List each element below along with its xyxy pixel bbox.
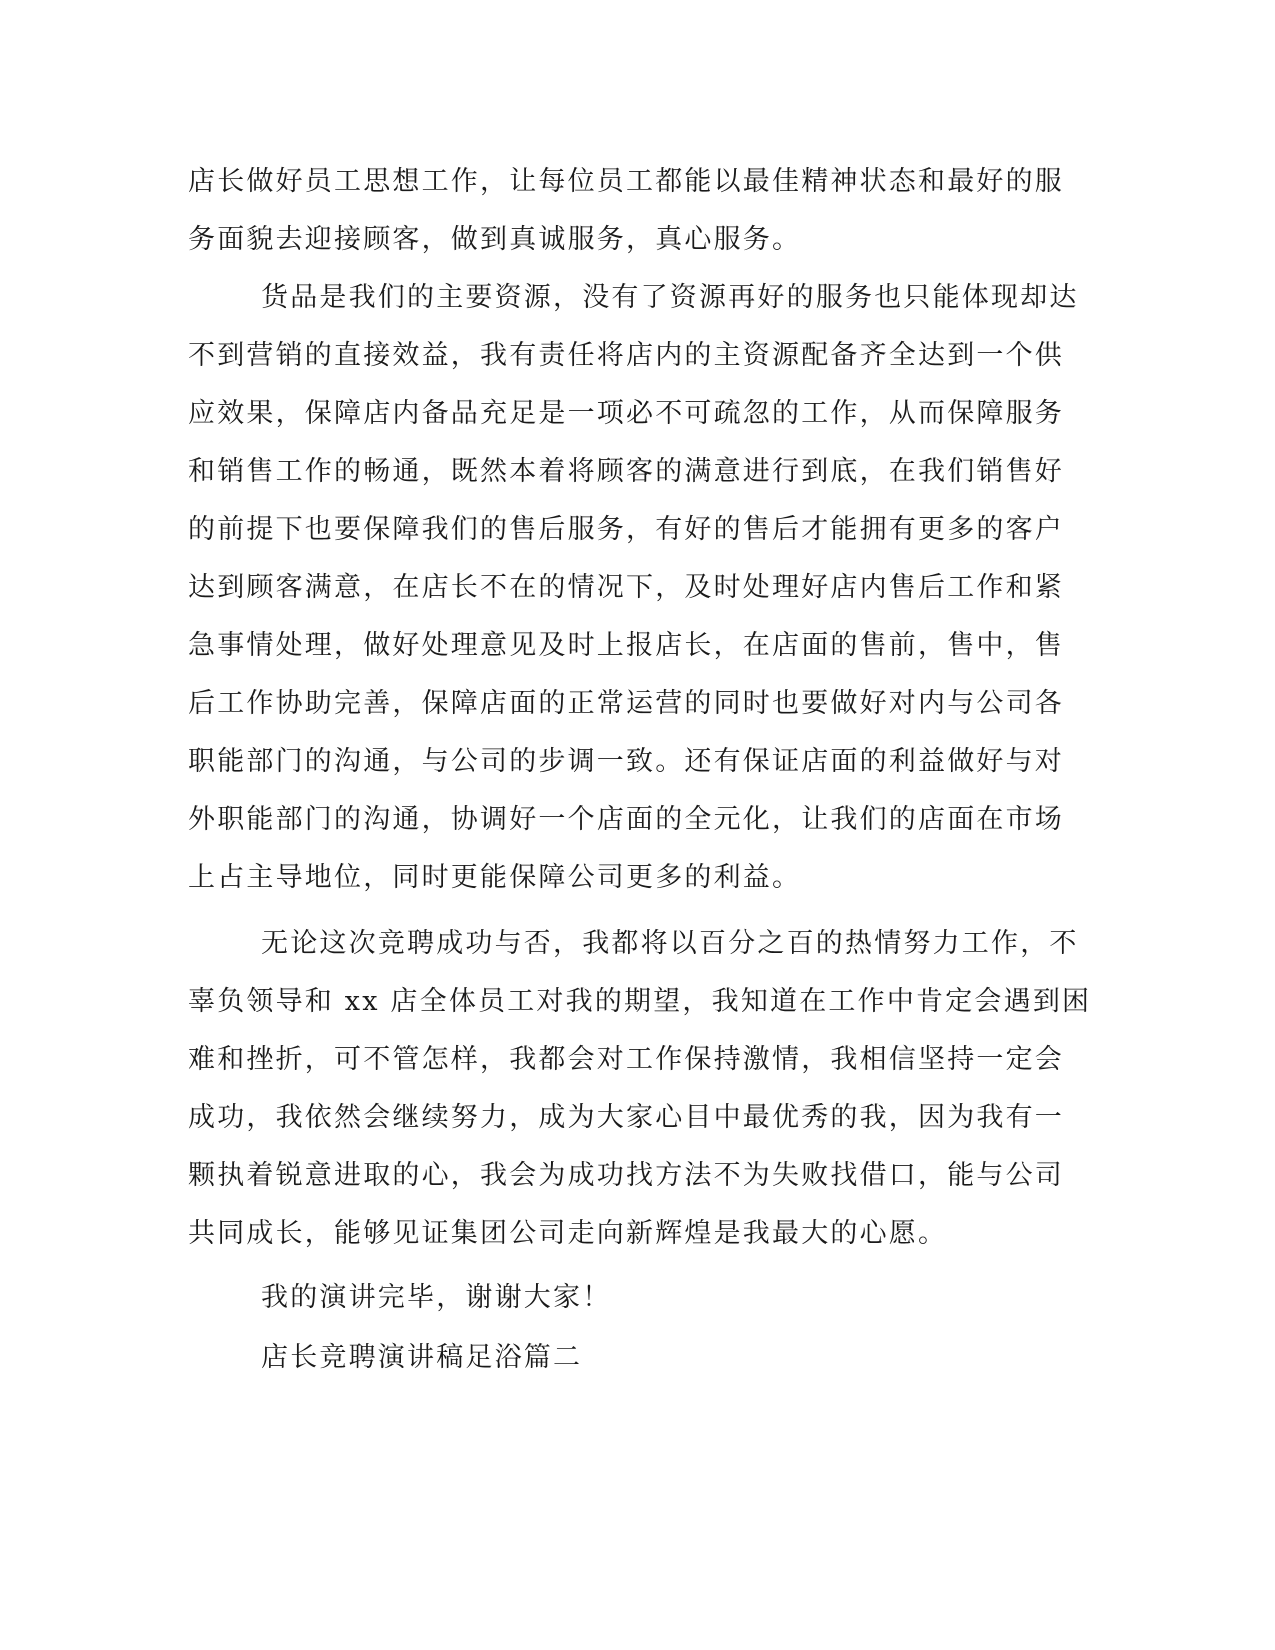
text-line: 不到营销的直接效益，我有责任将店内的主资源配备齐全达到一个供 bbox=[188, 340, 1064, 371]
paragraph-start-line: 货品是我们的主要资源，没有了资源再好的服务也只能体现却达 bbox=[261, 282, 1079, 313]
text-line: 达到顾客满意，在店长不在的情况下，及时处理好店内售后工作和紧 bbox=[188, 572, 1064, 603]
text-line: 应效果，保障店内备品充足是一项必不可疏忽的工作，从而保障服务 bbox=[188, 398, 1064, 429]
text-line: 共同成长，能够见证集团公司走向新辉煌是我最大的心愿。 bbox=[188, 1218, 948, 1249]
text-line: 店长做好员工思想工作，让每位员工都能以最佳精神状态和最好的服 bbox=[188, 166, 1064, 197]
text-line: 急事情处理，做好处理意见及时上报店长，在店面的售前，售中，售 bbox=[188, 630, 1064, 661]
text-line: 难和挫折，可不管怎样，我都会对工作保持激情，我相信坚持一定会 bbox=[188, 1044, 1064, 1075]
text-line: 外职能部门的沟通，协调好一个店面的全元化，让我们的店面在市场 bbox=[188, 804, 1064, 835]
text-line: 后工作协助完善，保障店面的正常运营的同时也要做好对内与公司各 bbox=[188, 688, 1064, 719]
text-line: 成功，我依然会继续努力，成为大家心目中最优秀的我，因为我有一 bbox=[188, 1102, 1064, 1133]
paragraph-start-line: 无论这次竞聘成功与否，我都将以百分之百的热情努力工作，不 bbox=[261, 928, 1079, 959]
text-line: 上占主导地位，同时更能保障公司更多的利益。 bbox=[188, 862, 802, 893]
closing-line: 我的演讲完毕，谢谢大家！ bbox=[261, 1282, 612, 1313]
text-line: 和销售工作的畅通，既然本着将顾客的满意进行到底，在我们销售好 bbox=[188, 456, 1064, 487]
text-line: 的前提下也要保障我们的售后服务，有好的售后才能拥有更多的客户 bbox=[188, 514, 1064, 545]
text-line: 辜负领导和 xx 店全体员工对我的期望，我知道在工作中肯定会遇到困 bbox=[188, 986, 1092, 1017]
text-line: 颗执着锐意进取的心，我会为成功找方法不为失败找借口，能与公司 bbox=[188, 1160, 1064, 1191]
text-line: 务面貌去迎接顾客，做到真诚服务，真心服务。 bbox=[188, 224, 802, 255]
text-line: 职能部门的沟通，与公司的步调一致。还有保证店面的利益做好与对 bbox=[188, 746, 1064, 777]
section-heading: 店长竞聘演讲稿足浴篇二 bbox=[261, 1342, 583, 1373]
